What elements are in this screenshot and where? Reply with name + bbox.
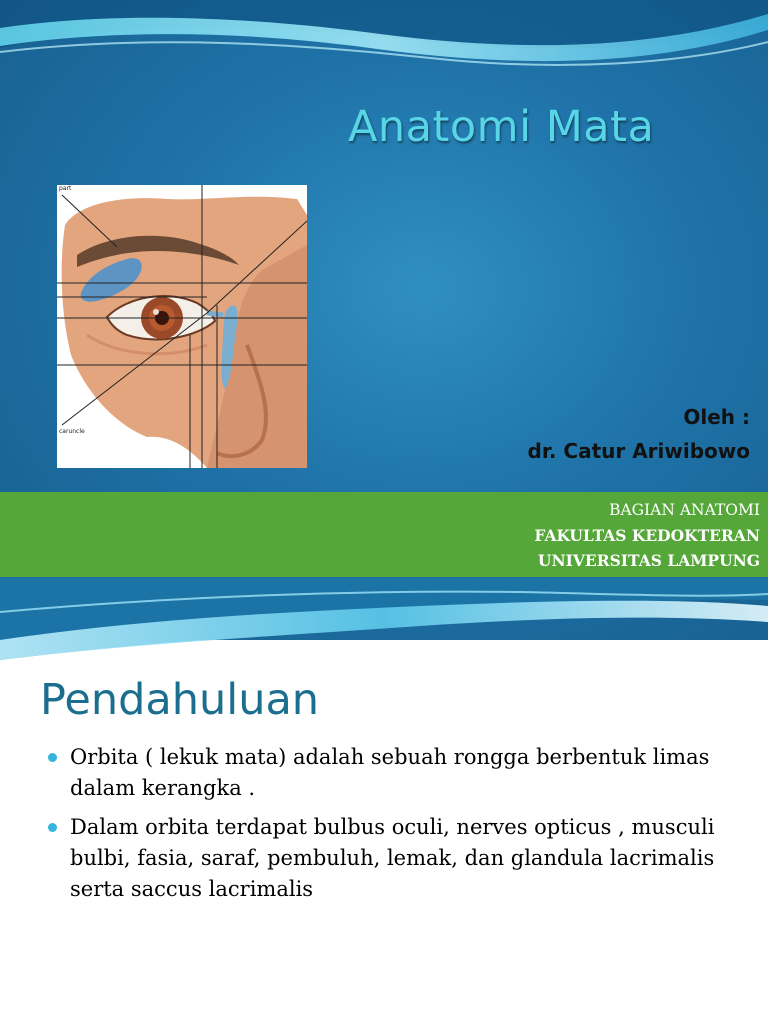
institution-line: BAGIAN ANATOMI xyxy=(609,501,760,519)
figure-label-part: part xyxy=(59,185,72,192)
list-item xyxy=(48,742,748,804)
author-block xyxy=(528,400,751,468)
eye-illustration-graphic xyxy=(57,185,307,468)
institution-line: FAKULTAS KEDOKTERAN xyxy=(534,526,760,545)
author-by-label: Oleh : xyxy=(683,405,750,429)
bullet-icon xyxy=(48,753,57,762)
slide-title: Pendahuluan xyxy=(40,675,320,725)
institution-line: UNIVERSITAS LAMPUNG xyxy=(537,551,760,570)
bullet-list xyxy=(48,742,748,913)
bullet-icon xyxy=(48,823,57,832)
institution-text xyxy=(534,498,760,573)
list-item xyxy=(48,812,748,905)
figure-label-caruncle: caruncle xyxy=(59,428,85,435)
author-name: dr. Catur Ariwibowo xyxy=(527,439,750,463)
bullet-text: Orbita ( lekuk mata) adalah sebuah rongga berbentuk limas dalam kerangka . xyxy=(70,745,710,800)
content-slide xyxy=(0,660,768,1024)
eye-anatomy-illustration xyxy=(57,185,307,468)
bullet-text: Dalam orbita terdapat bulbus oculi, nerves opticus , musculi bulbi, fasia, saraf, pembuluh, lemak, dan glandula lacrimalis serta saccus lacrimalis xyxy=(70,815,715,901)
slide-title: Anatomi Mata xyxy=(348,102,655,152)
